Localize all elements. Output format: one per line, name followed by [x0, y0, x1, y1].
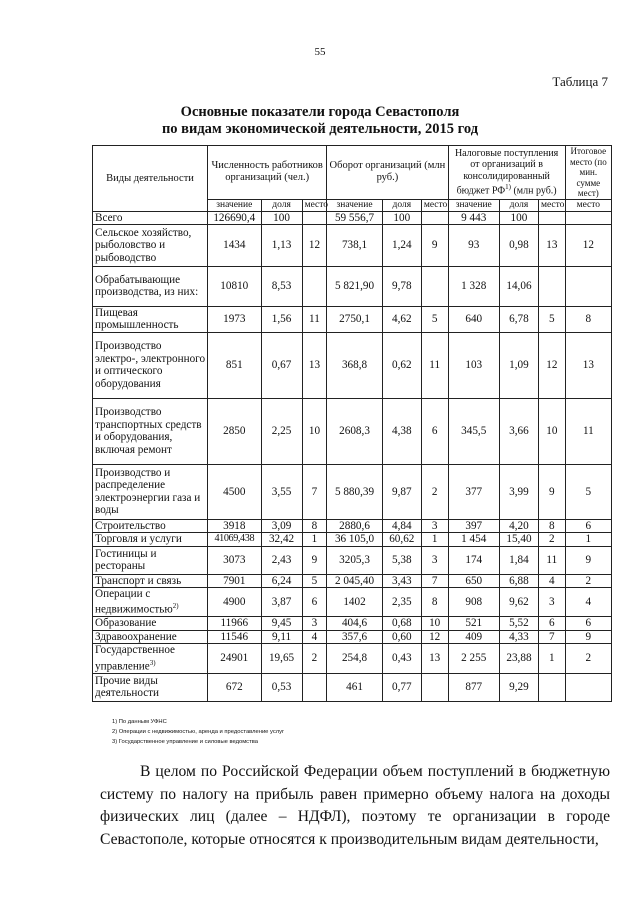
- cell-emp-val: 3073: [208, 546, 261, 574]
- cell-turn-place: 13: [421, 644, 448, 674]
- cell-emp-place: 9: [302, 546, 327, 574]
- cell-turn-share: 0,43: [382, 644, 421, 674]
- cell-emp-share: 9,45: [261, 617, 302, 630]
- cell-tax-val: 650: [448, 574, 499, 587]
- cell-turn-val: 5 880,39: [327, 464, 382, 519]
- table-row: [93, 464, 612, 519]
- table-row: [93, 574, 612, 587]
- activity-name: [93, 266, 208, 306]
- cell-turn-share: 2,35: [382, 587, 421, 617]
- cell-emp-share: 100: [261, 211, 302, 224]
- cell-final: 11: [565, 398, 611, 464]
- subheader-emp-place: место: [302, 199, 327, 211]
- cell-turn-share: 3,43: [382, 574, 421, 587]
- cell-turn-val: 2750,1: [327, 306, 382, 332]
- header-final-place: Итоговое место (по мин. сумме мест): [565, 146, 611, 200]
- cell-final: [565, 211, 611, 224]
- cell-tax-val: 877: [448, 673, 499, 701]
- cell-tax-val: 174: [448, 546, 499, 574]
- cell-tax-share: 1,09: [499, 332, 538, 398]
- cell-emp-place: 3: [302, 617, 327, 630]
- cell-turn-place: 12: [421, 630, 448, 643]
- cell-tax-share: 4,20: [499, 519, 538, 532]
- cell-emp-place: [302, 211, 327, 224]
- cell-final: 9: [565, 546, 611, 574]
- cell-final: 6: [565, 519, 611, 532]
- cell-tax-share: 6,78: [499, 306, 538, 332]
- cell-emp-share: 2,25: [261, 398, 302, 464]
- cell-tax-val: 345,5: [448, 398, 499, 464]
- cell-emp-share: 1,56: [261, 306, 302, 332]
- cell-emp-val: 1434: [208, 224, 261, 266]
- cell-emp-val: 2850: [208, 398, 261, 464]
- title-line-1: Основные показатели города Севастополя: [180, 104, 460, 120]
- cell-tax-val: 9 443: [448, 211, 499, 224]
- subheader-tax-value: значение: [448, 199, 499, 211]
- activity-name-text: Сельское хозяйство, рыболовство и рыбоводство: [95, 226, 192, 264]
- cell-emp-share: 2,43: [261, 546, 302, 574]
- activity-name-text: Государственное управление: [95, 644, 176, 673]
- cell-tax-share: 14,06: [499, 266, 538, 306]
- cell-tax-share: 100: [499, 211, 538, 224]
- cell-tax-place: 9: [538, 464, 565, 519]
- cell-final: 2: [565, 644, 611, 674]
- cell-tax-share: 9,62: [499, 587, 538, 617]
- activity-name: [93, 224, 208, 266]
- cell-tax-val: 93: [448, 224, 499, 266]
- table-row: [93, 644, 612, 674]
- cell-tax-place: 12: [538, 332, 565, 398]
- cell-tax-share: 5,52: [499, 617, 538, 630]
- cell-emp-place: 12: [302, 224, 327, 266]
- cell-turn-share: 4,62: [382, 306, 421, 332]
- activity-name-text: Гостиницы и рестораны: [95, 547, 157, 573]
- activity-name: [93, 644, 208, 674]
- cell-final: 8: [565, 306, 611, 332]
- cell-turn-place: 3: [421, 546, 448, 574]
- cell-turn-place: 7: [421, 574, 448, 587]
- cell-emp-share: 3,55: [261, 464, 302, 519]
- cell-turn-val: 5 821,90: [327, 266, 382, 306]
- cell-emp-place: 11: [302, 306, 327, 332]
- cell-tax-place: 11: [538, 546, 565, 574]
- cell-tax-share: 0,98: [499, 224, 538, 266]
- cell-turn-val: 2608,3: [327, 398, 382, 464]
- cell-final: 9: [565, 630, 611, 643]
- cell-emp-val: 7901: [208, 574, 261, 587]
- cell-turn-val: 357,6: [327, 630, 382, 643]
- cell-emp-share: 9,11: [261, 630, 302, 643]
- activity-footnote-mark: 2): [172, 602, 179, 611]
- activity-name: [93, 673, 208, 701]
- cell-turn-place: [421, 266, 448, 306]
- table-row: [93, 673, 612, 701]
- cell-turn-place: 9: [421, 224, 448, 266]
- activity-name: [93, 332, 208, 398]
- activity-name: [93, 519, 208, 532]
- cell-emp-place: [302, 673, 327, 701]
- header-tax-text: Налоговые поступления от организаций в консолидированный бюджет РФ: [454, 147, 559, 197]
- cell-emp-share: 0,53: [261, 673, 302, 701]
- cell-emp-val: 1973: [208, 306, 261, 332]
- cell-tax-val: 640: [448, 306, 499, 332]
- cell-tax-val: 1 454: [448, 533, 499, 546]
- subheader-turn-value: значение: [327, 199, 382, 211]
- footnote-1: 1) По данным УФНС: [112, 719, 167, 725]
- cell-turn-place: [421, 673, 448, 701]
- cell-emp-place: 1: [302, 533, 327, 546]
- subheader-tax-share: доля: [499, 199, 538, 211]
- cell-tax-place: 13: [538, 224, 565, 266]
- cell-emp-share: 6,24: [261, 574, 302, 587]
- cell-final: 2: [565, 574, 611, 587]
- activity-name-text: Здравоохранение: [95, 630, 177, 643]
- activity-footnote-mark: 3): [149, 658, 156, 667]
- cell-turn-share: 5,38: [382, 546, 421, 574]
- activity-name-text: Производство транспортных средств и оборудования, включая ремонт: [95, 406, 202, 456]
- cell-turn-place: 5: [421, 306, 448, 332]
- table-row: [93, 211, 612, 224]
- cell-tax-val: 397: [448, 519, 499, 532]
- cell-tax-share: 4,33: [499, 630, 538, 643]
- activity-name: [93, 574, 208, 587]
- cell-turn-share: 4,38: [382, 398, 421, 464]
- header-activity: Виды деятельности: [93, 146, 208, 212]
- footnote-3: 3) Государственное управление и силовые ведомства: [112, 739, 258, 745]
- cell-turn-val: 738,1: [327, 224, 382, 266]
- activity-name: [93, 464, 208, 519]
- activity-name: [93, 630, 208, 643]
- activity-name-text: Прочие виды деятельности: [95, 674, 160, 700]
- cell-turn-val: 368,8: [327, 332, 382, 398]
- header-tax-footnote: 1): [505, 183, 511, 192]
- cell-final: 6: [565, 617, 611, 630]
- cell-emp-share: 3,87: [261, 587, 302, 617]
- cell-turn-share: 0,77: [382, 673, 421, 701]
- cell-emp-val: 126690,4: [208, 211, 261, 224]
- cell-turn-place: 1: [421, 533, 448, 546]
- cell-turn-share: 1,24: [382, 224, 421, 266]
- cell-emp-val: 11546: [208, 630, 261, 643]
- cell-emp-share: 19,65: [261, 644, 302, 674]
- activity-name-text: Обрабатывающие производства, из них:: [95, 274, 199, 299]
- cell-turn-val: 36 105,0: [327, 533, 382, 546]
- cell-turn-share: 9,87: [382, 464, 421, 519]
- subheader-tax-place: место: [538, 199, 565, 211]
- subheader-turn-share: доля: [382, 199, 421, 211]
- header-tax: [448, 146, 565, 200]
- cell-emp-val: 11966: [208, 617, 261, 630]
- cell-emp-val: 672: [208, 673, 261, 701]
- cell-tax-place: 2: [538, 533, 565, 546]
- cell-turn-share: 60,62: [382, 533, 421, 546]
- cell-final: [565, 266, 611, 306]
- subheader-final-place: место: [565, 199, 611, 211]
- cell-turn-val: 1402: [327, 587, 382, 617]
- activity-name-text: Пищевая промышленность: [95, 306, 179, 332]
- cell-tax-val: 521: [448, 617, 499, 630]
- cell-turn-place: 6: [421, 398, 448, 464]
- cell-emp-place: 7: [302, 464, 327, 519]
- cell-tax-val: 409: [448, 630, 499, 643]
- footnotes: [112, 717, 284, 747]
- table-body: [93, 211, 612, 701]
- indicators-table: [92, 145, 612, 702]
- cell-turn-place: 8: [421, 587, 448, 617]
- cell-emp-val: 4500: [208, 464, 261, 519]
- activity-name-text: Торговля и услуги: [95, 533, 182, 546]
- activity-name-text: Операции с недвижимостью: [95, 587, 173, 617]
- footnote-2: 2) Операции с недвижимостью, аренда и предоставление услуг: [112, 729, 285, 735]
- cell-emp-val: 851: [208, 332, 261, 398]
- cell-tax-share: 9,29: [499, 673, 538, 701]
- cell-emp-val: 10810: [208, 266, 261, 306]
- body-paragraph-text: В целом по Российской Федерации объем поступлений в бюджетную систему по налогу на прибыль равен примерно объему налога на доходы физических лиц (далее – НДФЛ), поэтому те организации в городе Севастополе, которые относятся к производительным видам деятельности,: [100, 763, 610, 848]
- cell-turn-val: 2880,6: [327, 519, 382, 532]
- activity-name: [93, 533, 208, 546]
- cell-emp-share: 1,13: [261, 224, 302, 266]
- cell-emp-place: 5: [302, 574, 327, 587]
- cell-tax-share: 15,40: [499, 533, 538, 546]
- table-title: [0, 104, 640, 138]
- cell-emp-share: 8,53: [261, 266, 302, 306]
- cell-emp-place: 8: [302, 519, 327, 532]
- cell-emp-share: 0,67: [261, 332, 302, 398]
- activity-name-text: Производство электро-, электронного и оптического оборудования: [95, 340, 206, 390]
- cell-emp-place: 13: [302, 332, 327, 398]
- activity-name-text: Производство и распределение электроэнергии газа и воды: [95, 466, 201, 517]
- cell-turn-place: 3: [421, 519, 448, 532]
- cell-tax-place: 7: [538, 630, 565, 643]
- cell-tax-place: 8: [538, 519, 565, 532]
- cell-tax-share: 6,88: [499, 574, 538, 587]
- cell-tax-share: 1,84: [499, 546, 538, 574]
- cell-final: 13: [565, 332, 611, 398]
- activity-name: [93, 398, 208, 464]
- table-row: [93, 306, 612, 332]
- cell-tax-share: 23,88: [499, 644, 538, 674]
- cell-turn-share: 4,84: [382, 519, 421, 532]
- activity-name-text: Строительство: [95, 519, 166, 532]
- subheader-emp-value: значение: [208, 199, 261, 211]
- cell-turn-share: 0,62: [382, 332, 421, 398]
- cell-turn-share: 9,78: [382, 266, 421, 306]
- cell-emp-share: 3,09: [261, 519, 302, 532]
- table-label: Таблица 7: [552, 74, 608, 89]
- activity-name: [93, 546, 208, 574]
- cell-emp-place: 4: [302, 630, 327, 643]
- cell-final: 12: [565, 224, 611, 266]
- cell-tax-place: 10: [538, 398, 565, 464]
- title-line-2: по видам экономической деятельности, 2015 год: [161, 121, 479, 137]
- table-row: [93, 224, 612, 266]
- cell-final: 5: [565, 464, 611, 519]
- cell-turn-share: 0,60: [382, 630, 421, 643]
- cell-tax-place: [538, 266, 565, 306]
- cell-tax-place: 3: [538, 587, 565, 617]
- cell-turn-val: 59 556,7: [327, 211, 382, 224]
- cell-emp-place: 10: [302, 398, 327, 464]
- cell-emp-val: 3918: [208, 519, 261, 532]
- activity-name: [93, 306, 208, 332]
- body-paragraph: [100, 761, 610, 851]
- cell-tax-place: [538, 673, 565, 701]
- cell-final: 1: [565, 533, 611, 546]
- cell-emp-place: 6: [302, 587, 327, 617]
- cell-turn-place: [421, 211, 448, 224]
- header-tax-unit: (млн руб.): [510, 185, 557, 197]
- table-row: [93, 630, 612, 643]
- table-row: [93, 398, 612, 464]
- cell-turn-val: 404,6: [327, 617, 382, 630]
- cell-turn-val: 2 045,40: [327, 574, 382, 587]
- activity-name-text: Образование: [95, 617, 157, 630]
- cell-turn-place: 2: [421, 464, 448, 519]
- table-row: [93, 519, 612, 532]
- cell-turn-val: 461: [327, 673, 382, 701]
- cell-tax-place: 1: [538, 644, 565, 674]
- cell-tax-val: 2 255: [448, 644, 499, 674]
- cell-turn-share: 100: [382, 211, 421, 224]
- table-row: [93, 266, 612, 306]
- cell-tax-place: 5: [538, 306, 565, 332]
- cell-emp-val: 41069,438: [208, 533, 261, 546]
- cell-tax-place: [538, 211, 565, 224]
- activity-name: [93, 587, 208, 617]
- subheader-emp-share: доля: [261, 199, 302, 211]
- cell-tax-place: 6: [538, 617, 565, 630]
- table-row: [93, 332, 612, 398]
- cell-turn-place: 11: [421, 332, 448, 398]
- cell-tax-val: 1 328: [448, 266, 499, 306]
- cell-final: 4: [565, 587, 611, 617]
- cell-turn-place: 10: [421, 617, 448, 630]
- activity-name: [93, 211, 208, 224]
- activity-name: [93, 617, 208, 630]
- activity-name-text: Транспорт и связь: [95, 574, 182, 587]
- cell-tax-val: 103: [448, 332, 499, 398]
- cell-tax-place: 4: [538, 574, 565, 587]
- cell-emp-val: 24901: [208, 644, 261, 674]
- table-row: [93, 587, 612, 617]
- cell-emp-place: [302, 266, 327, 306]
- header-employees: Численность работников организаций (чел.): [208, 146, 327, 200]
- cell-emp-val: 4900: [208, 587, 261, 617]
- cell-tax-share: 3,66: [499, 398, 538, 464]
- cell-turn-val: 3205,3: [327, 546, 382, 574]
- header-turnover: Оборот организаций (млн руб.): [327, 146, 448, 200]
- cell-turn-share: 0,68: [382, 617, 421, 630]
- table-row: [93, 617, 612, 630]
- cell-final: [565, 673, 611, 701]
- table-row: [93, 533, 612, 546]
- cell-emp-place: 2: [302, 644, 327, 674]
- cell-turn-val: 254,8: [327, 644, 382, 674]
- page-number: 55: [314, 46, 326, 58]
- cell-tax-val: 908: [448, 587, 499, 617]
- cell-tax-share: 3,99: [499, 464, 538, 519]
- subheader-turn-place: место: [421, 199, 448, 211]
- table-row: [93, 546, 612, 574]
- cell-emp-share: 32,42: [261, 533, 302, 546]
- activity-name-text: Всего: [95, 211, 123, 224]
- cell-tax-val: 377: [448, 464, 499, 519]
